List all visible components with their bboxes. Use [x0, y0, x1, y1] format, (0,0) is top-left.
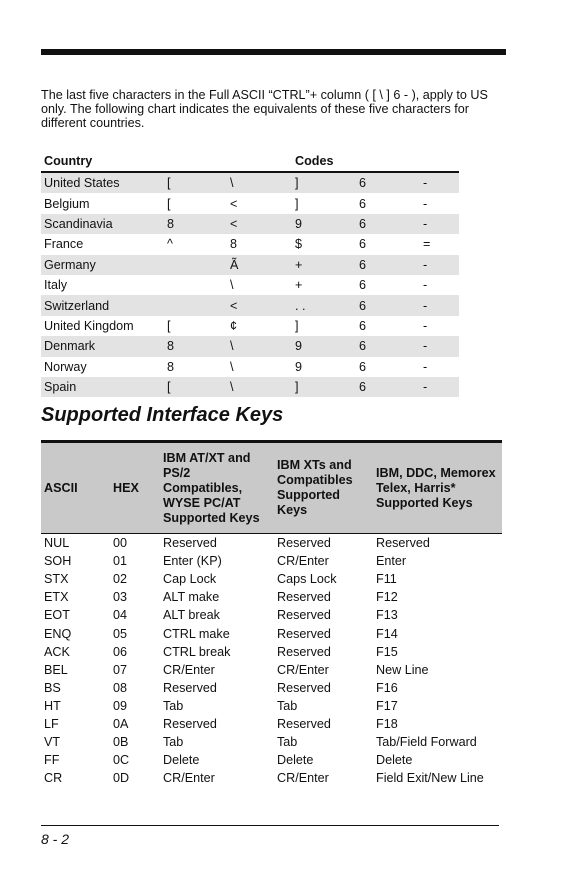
country-row [41, 316, 459, 336]
table-cell: CR/Enter [277, 771, 329, 786]
table-cell: - [423, 278, 428, 293]
table-cell: Reserved [163, 680, 217, 695]
country-codes-table [41, 144, 459, 397]
table-cell: 6 [359, 278, 367, 293]
table-cell: Reserved [277, 626, 331, 641]
table-cell: 04 [113, 608, 128, 623]
table-cell: 6 [356, 172, 420, 193]
table-cell: - [420, 377, 459, 397]
country-row [41, 193, 459, 213]
table-cell: Cap Lock [163, 572, 217, 587]
country-row [41, 357, 459, 377]
header-ibm-at-xt: IBM AT/XT and PS/2 Compatibles, WYSE PC/AT Supported Keys [160, 442, 274, 534]
keys-row [41, 606, 502, 624]
country-header: Country [44, 154, 93, 168]
table-cell: 9 [295, 359, 303, 374]
table-cell: Reserved [277, 644, 331, 659]
table-cell: 6 [356, 377, 420, 397]
table-cell: Spain [41, 377, 164, 397]
table-cell: Reserved [277, 608, 331, 623]
table-cell: Delete [376, 753, 413, 768]
table-cell: 6 [356, 295, 420, 315]
table-cell: Enter (KP) [163, 554, 222, 569]
table-cell: 0B [113, 735, 129, 750]
table-cell: 6 [359, 196, 367, 211]
table-cell: - [420, 295, 459, 315]
table-cell: 07 [113, 662, 128, 677]
table-cell: F17 [376, 698, 398, 713]
table-cell: France [44, 237, 84, 252]
keys-row [41, 715, 502, 733]
keys-row [41, 751, 502, 769]
country-table-header [41, 144, 459, 172]
table-cell: ^ [167, 237, 173, 252]
table-cell: Tab [163, 735, 184, 750]
table-cell: \ [227, 336, 292, 356]
table-cell: \ [230, 359, 234, 374]
table-cell: LF [44, 716, 59, 731]
keys-row [41, 697, 502, 715]
country-row [41, 172, 459, 193]
table-cell: F18 [376, 716, 398, 731]
table-cell: Caps Lock [277, 572, 337, 587]
table-cell: F15 [376, 644, 398, 659]
table-cell: 02 [113, 572, 128, 587]
table-cell: F14 [376, 626, 398, 641]
table-cell: 9 [292, 336, 356, 356]
table-cell: Switzerland [41, 295, 164, 315]
table-cell: 8 [167, 359, 175, 374]
table-cell [164, 295, 227, 315]
table-cell: Reserved [277, 680, 331, 695]
table-cell: = [423, 237, 431, 252]
table-cell: Enter [376, 554, 407, 569]
table-cell: CR/Enter [277, 662, 329, 677]
table-cell: ] [295, 318, 299, 333]
table-cell: ¢ [230, 318, 238, 333]
table-cell: 6 [359, 359, 367, 374]
country-row [41, 336, 459, 356]
table-cell: FF [44, 753, 60, 768]
table-cell: HT [44, 698, 61, 713]
table-cell: 8 [164, 336, 227, 356]
table-cell: 09 [113, 698, 128, 713]
table-cell: NUL [44, 536, 70, 551]
table-cell: Reserved [376, 536, 430, 551]
table-cell: Tab [163, 698, 184, 713]
table-cell: - [420, 255, 459, 275]
keys-row [41, 588, 502, 606]
table-cell: [ [164, 377, 227, 397]
header-ibm-ddc: IBM, DDC, Memorex Telex, Harris* Supported Keys [373, 442, 502, 534]
table-cell: New Line [376, 662, 429, 677]
table-cell: 0D [113, 771, 130, 786]
table-cell: CR/Enter [163, 662, 215, 677]
interface-keys-table [41, 440, 502, 787]
keys-row [41, 570, 502, 588]
table-cell: + [295, 278, 303, 293]
table-cell: [ [167, 318, 171, 333]
table-cell: 01 [113, 554, 128, 569]
page-number: 8 - 2 [41, 831, 70, 847]
table-cell: United States [41, 172, 164, 193]
table-cell: < [230, 196, 238, 211]
keys-row [41, 624, 502, 642]
table-cell: F12 [376, 590, 398, 605]
table-cell: Tab [277, 698, 298, 713]
table-cell: Belgium [44, 196, 90, 211]
keys-row [41, 661, 502, 679]
table-cell: STX [44, 572, 69, 587]
table-cell: - [420, 336, 459, 356]
table-cell: 8 [230, 237, 238, 252]
table-cell: Delete [163, 753, 200, 768]
table-cell: Delete [277, 753, 314, 768]
table-cell: Italy [44, 278, 68, 293]
table-cell: \ [227, 172, 292, 193]
table-cell: 6 [356, 214, 420, 234]
table-cell: 8 [164, 214, 227, 234]
table-cell: - [423, 359, 428, 374]
table-cell: $ [295, 237, 303, 252]
table-cell: 08 [113, 680, 128, 695]
table-cell: Field Exit/New Line [376, 771, 484, 786]
table-cell [164, 255, 227, 275]
table-cell: 0C [113, 753, 130, 768]
table-cell [164, 275, 227, 295]
top-rule [41, 49, 506, 55]
table-cell: 6 [359, 237, 367, 252]
keys-row [41, 679, 502, 697]
header-ascii: ASCII [41, 442, 110, 534]
table-cell: [ [164, 172, 227, 193]
table-cell: ACK [44, 644, 70, 659]
table-cell: 6 [359, 318, 367, 333]
table-cell: [ [167, 196, 171, 211]
table-cell: 9 [292, 214, 356, 234]
table-cell: Norway [44, 359, 87, 374]
table-cell: CTRL break [163, 644, 231, 659]
table-cell: 03 [113, 590, 128, 605]
country-table-body [41, 172, 459, 397]
table-cell: - [423, 196, 428, 211]
table-cell: ALT break [163, 608, 220, 623]
keys-row [41, 552, 502, 570]
table-cell: Scandinavia [41, 214, 164, 234]
table-cell: EOT [44, 608, 70, 623]
table-cell: BS [44, 680, 61, 695]
table-cell: \ [230, 278, 234, 293]
table-cell: ] [292, 377, 356, 397]
header-hex: HEX [110, 442, 160, 534]
country-row [41, 377, 459, 397]
table-cell: F11 [376, 572, 397, 587]
table-cell: 00 [113, 536, 128, 551]
table-cell: ETX [44, 590, 69, 605]
table-cell: < [227, 295, 292, 315]
bottom-rule [41, 825, 499, 826]
table-cell: + [292, 255, 356, 275]
table-cell: < [227, 214, 292, 234]
country-row [41, 255, 459, 275]
table-cell: - [420, 172, 459, 193]
table-cell: F16 [376, 680, 398, 695]
table-cell: F13 [376, 608, 398, 623]
table-cell: Reserved [277, 716, 331, 731]
table-cell: Tab/Field Forward [376, 735, 477, 750]
table-cell: Denmark [41, 336, 164, 356]
table-cell: CR/Enter [163, 771, 215, 786]
table-cell: CR [44, 771, 63, 786]
country-row [41, 275, 459, 295]
table-cell: - [420, 214, 459, 234]
table-cell: ] [295, 196, 299, 211]
intro-paragraph: The last five characters in the Full ASCII “CTRL”+ column ( [ \ ] 6 - ), apply to US only. The following chart indicates the equivalents of these five characters for different countries. [41, 88, 488, 131]
table-cell: \ [227, 377, 292, 397]
table-cell: VT [44, 735, 61, 750]
table-cell: CR/Enter [277, 554, 329, 569]
keys-table-header [41, 442, 502, 534]
keys-row [41, 643, 502, 661]
table-cell: SOH [44, 554, 72, 569]
codes-header: Codes [295, 154, 334, 168]
country-row [41, 295, 459, 315]
table-cell: Reserved [277, 536, 331, 551]
country-row [41, 214, 459, 234]
keys-row [41, 534, 502, 553]
header-ibm-xt: IBM XTs and Compatibles Supported Keys [274, 442, 373, 534]
table-cell: United Kingdom [44, 318, 134, 333]
table-cell: Reserved [163, 536, 217, 551]
table-cell: Ã [227, 255, 292, 275]
table-cell: ENQ [44, 626, 72, 641]
table-cell: - [423, 318, 428, 333]
table-cell: Reserved [277, 590, 331, 605]
table-cell: 6 [356, 255, 420, 275]
table-cell: CTRL make [163, 626, 230, 641]
table-cell: 6 [356, 336, 420, 356]
table-cell: Reserved [163, 716, 217, 731]
table-cell: 05 [113, 626, 128, 641]
country-row [41, 234, 459, 254]
keys-table-body [41, 534, 502, 788]
table-cell: 0A [113, 716, 129, 731]
table-cell: 06 [113, 644, 128, 659]
table-cell: ALT make [163, 590, 220, 605]
table-cell: ] [292, 172, 356, 193]
keys-row [41, 733, 502, 751]
section-heading: Supported Interface Keys [41, 404, 284, 426]
keys-row [41, 769, 502, 787]
table-cell: Tab [277, 735, 298, 750]
table-cell: BEL [44, 662, 68, 677]
table-cell: . . [292, 295, 356, 315]
table-cell: Germany [41, 255, 164, 275]
